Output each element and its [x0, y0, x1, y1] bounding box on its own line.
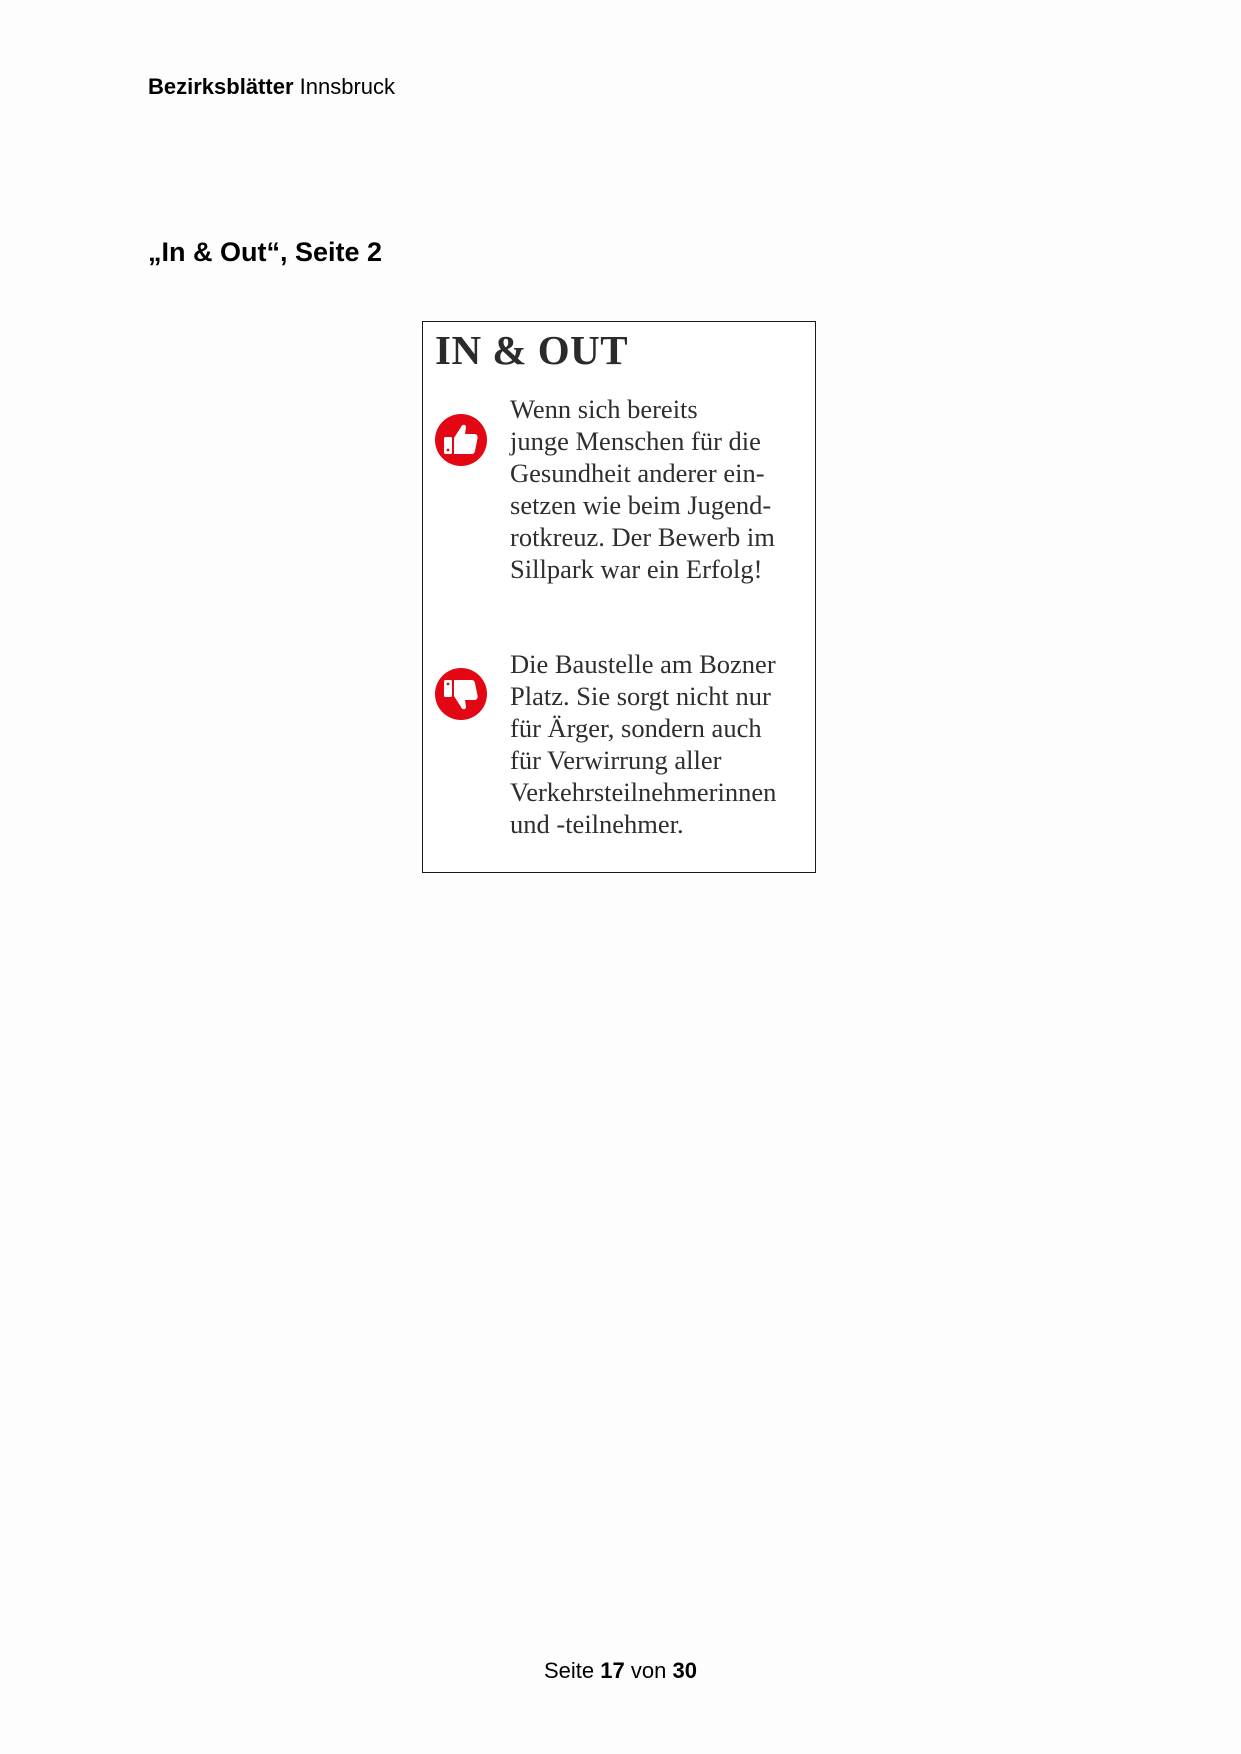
in-line: junge Menschen für die — [510, 426, 761, 456]
section-title: „In & Out“, Seite 2 — [148, 237, 383, 267]
out-line: Platz. Sie sorgt nicht nur — [510, 681, 771, 711]
in-line: Wenn sich bereits — [510, 394, 698, 424]
thumbs-up-icon — [434, 413, 488, 467]
out-line: für Verwirrung aller — [510, 745, 722, 775]
thumbs-down-icon — [434, 667, 488, 721]
out-line: Verkehrsteilnehmerinnen — [510, 777, 777, 807]
in-item-text — [510, 393, 810, 585]
current-page-number: 17 — [600, 1658, 625, 1683]
out-item-text — [510, 648, 810, 840]
out-line: Die Baustelle am Bozner — [510, 649, 776, 679]
out-line: für Ärger, sondern auch — [510, 713, 762, 743]
document-header — [148, 72, 395, 102]
clipping-title: IN & OUT — [435, 327, 629, 373]
newspaper-clipping — [422, 321, 816, 873]
publication-name: Bezirksblätter — [148, 74, 294, 99]
in-line: rotkreuz. Der Bewerb im — [510, 522, 775, 552]
publication-region: Innsbruck — [299, 74, 396, 99]
page-footer — [0, 1656, 1241, 1686]
in-line: Gesundheit anderer ein- — [510, 458, 765, 488]
page-label: Seite — [544, 1658, 595, 1683]
in-line: setzen wie beim Jugend- — [510, 490, 772, 520]
out-line: und -teilnehmer. — [510, 809, 684, 839]
page-separator: von — [630, 1658, 667, 1683]
in-line: Sillpark war ein Erfolg! — [510, 554, 763, 584]
total-page-count: 30 — [672, 1658, 697, 1683]
